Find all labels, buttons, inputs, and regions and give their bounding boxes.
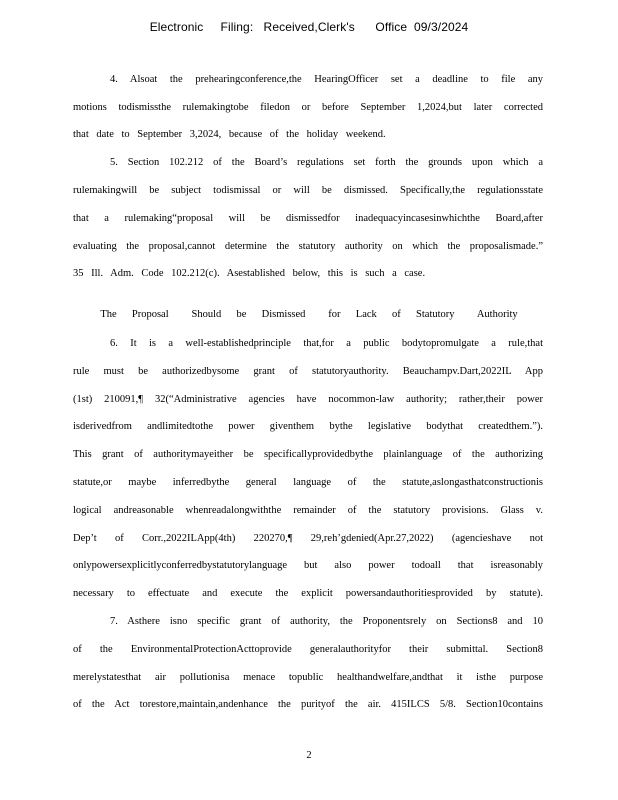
paragraph-5-line-2: rulemakingwill be subject todismissal or will be dismissed. Specifically,the regulationsstate xyxy=(73,185,543,196)
page-number: 2 xyxy=(306,750,312,761)
paragraph-5-line-5: 35 Ill. Adm. Code 102.212(c). Asestablished below, this is such a case. xyxy=(73,268,426,279)
paragraph-6-line-10: necessary to effectuate and execute the explicit powersandauthoritiesprovided by statute). xyxy=(73,588,543,599)
paragraph-4-line-1: 4. Alsoat the prehearingconference,the HearingOfficer set a deadline to file any xyxy=(110,74,543,85)
paragraph-6-line-9: onlypowersexplicitlyconferredbystatutorylanguage but also power todoall that isreasonably xyxy=(73,560,543,571)
paragraph-5-line-3: that a rulemaking“proposal will be dismissedfor inadequacyincasesinwhichthe Board,after xyxy=(73,213,543,224)
section-heading: The Proposal Should be Dismissed for Lack of Statutory Authority xyxy=(100,309,518,320)
paragraph-6-line-4: isderivedfrom andlimitedtothe power giventhem bythe legislative bodythat createdthem.”). xyxy=(73,421,543,432)
paragraph-7-line-3: merelystatesthat air pollutionisa menace topublic healthandwelfare,andthat it isthe purpose xyxy=(73,672,543,683)
paragraph-7-line-1: 7. Asthere isno specific grant of authority, the Proponentsrely on Sections8 and 10 xyxy=(110,616,543,627)
paragraph-7-line-2: of the EnvironmentalProtectionActtoprovide generalauthorityfor their submittal. Section8 xyxy=(73,644,543,655)
paragraph-6-line-3: (1st) 210091,¶ 32(“Administrative agencies have nocommon-law authority; rather,their power xyxy=(73,394,543,405)
paragraph-6-line-8: Dep’t of Corr.,2022ILApp(4th) 220270,¶ 29,reh’gdenied(Apr.27,2022) (agencieshave not xyxy=(73,533,543,544)
paragraph-5-line-4: evaluating the proposal,cannot determine the statutory authority on which the proposalismade.” xyxy=(73,241,543,252)
paragraph-6-line-2: rule must be authorizedbysome grant of statutoryauthority. Beauchampv.Dart,2022IL App xyxy=(73,366,543,377)
paragraph-6-line-6: statute,or maybe inferredbythe general language of the statute,aslongasthatconstructionis xyxy=(73,477,543,488)
filing-stamp-header: Electronic Filing: Received,Clerk's Office 09/3/2024 xyxy=(149,20,469,34)
paragraph-6-line-7: logical andreasonable whenreadalongwiththe remainder of the statutory provisions. Glass v. xyxy=(73,505,543,516)
paragraph-4-line-2: motions todismissthe rulemakingtobe filedon or before September 1,2024,but later corrected xyxy=(73,102,543,113)
paragraph-6-line-5: This grant of authoritymayeither be specificallyprovidedbythe plainlanguage of the authorizing xyxy=(73,449,543,460)
paragraph-4-line-3: that date to September 3,2024, because of the holiday weekend. xyxy=(73,129,386,140)
paragraph-5-line-1: 5. Section 102.212 of the Board’s regulations set forth the grounds upon which a xyxy=(110,157,543,168)
paragraph-7-line-4: of the Act torestore,maintain,andenhance the purityof the air. 415ILCS 5/8. Section10contains xyxy=(73,699,543,710)
paragraph-6-line-1: 6. It is a well-establishedprinciple that,for a public bodytopromulgate a rule,that xyxy=(110,338,543,349)
